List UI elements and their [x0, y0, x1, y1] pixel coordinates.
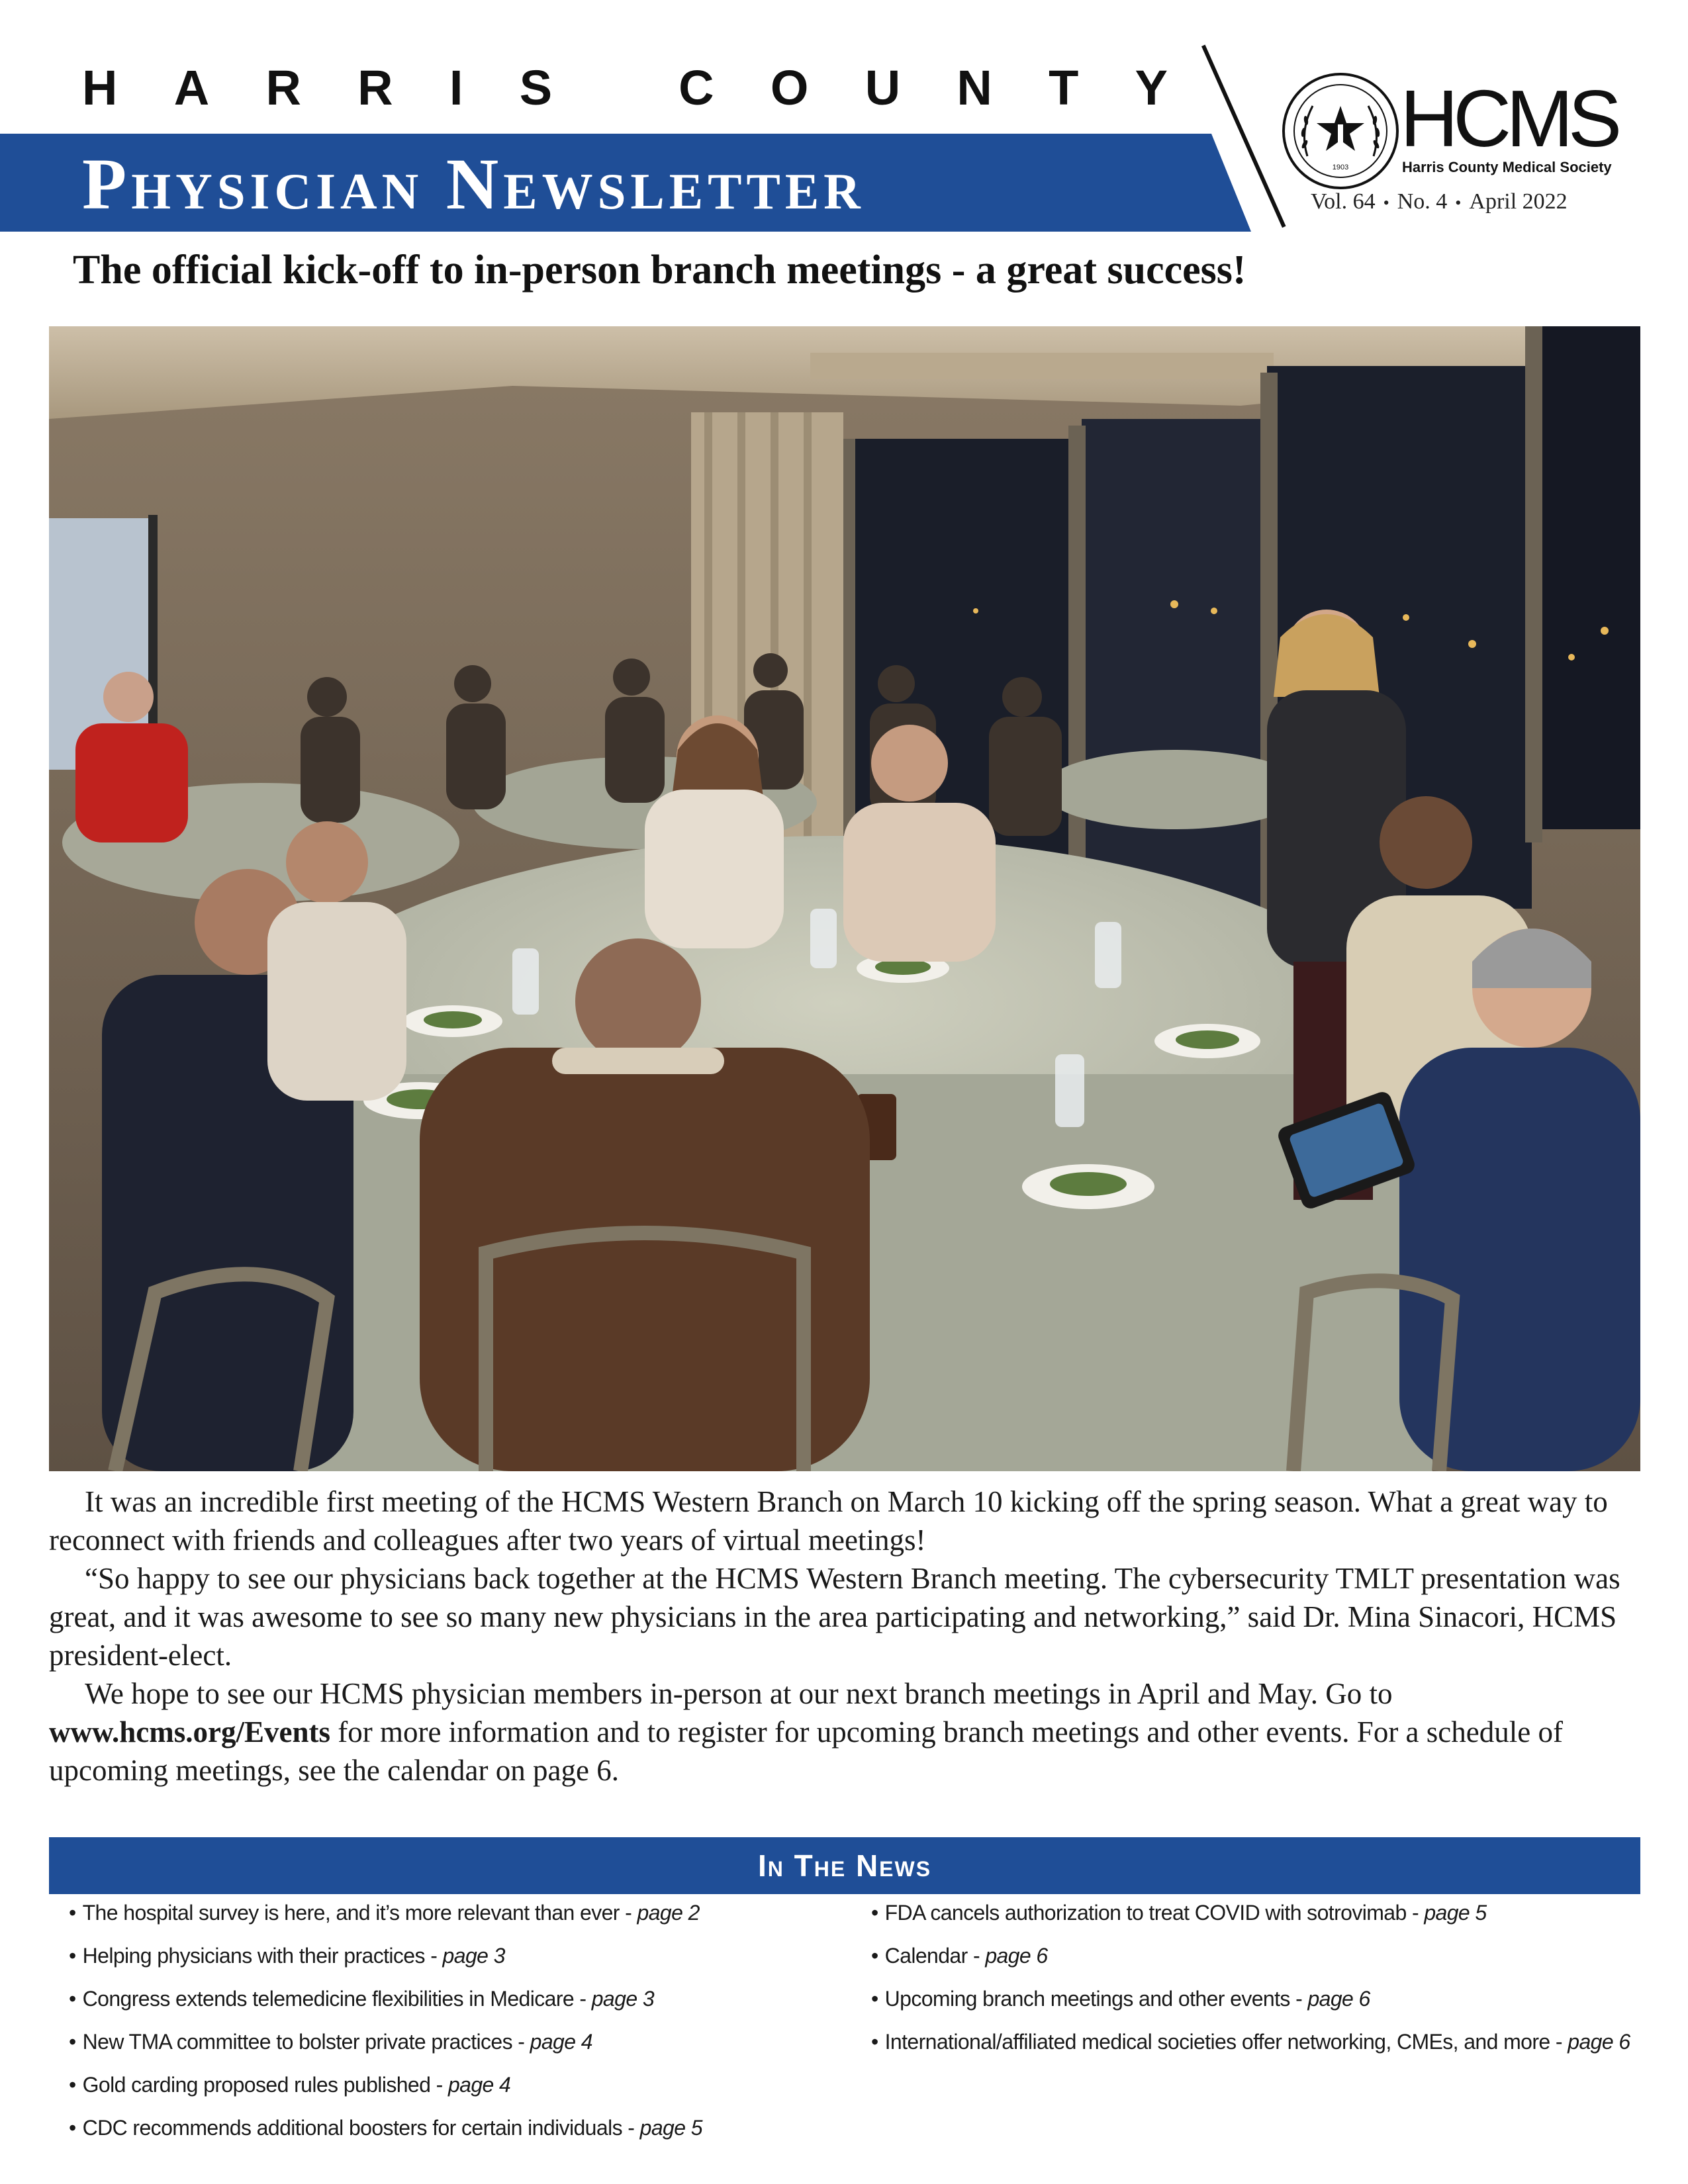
hcms-logo: HCMS [1400, 73, 1617, 163]
news-item-page: page 3 [591, 1987, 655, 2011]
article-paragraph: It was an incredible first meeting of the HCMS Western Branch on March 10 kicking off the spring season. What a great way to reconnect with friends and colleagues after two years of virtual meetings! [49, 1485, 1608, 1557]
news-item-text: CDC recommends additional boosters for certain individuals - [82, 2116, 640, 2140]
news-item-text: International/affiliated medical societies offer networking, CMEs, and more - [884, 2030, 1568, 2054]
news-item[interactable] [69, 1941, 702, 1984]
news-item-text: Upcoming branch meetings and other events - [884, 1987, 1308, 2011]
county-letter: R [265, 60, 301, 115]
news-item[interactable] [69, 2027, 702, 2070]
county-letter [608, 64, 622, 113]
county-letter: O [770, 60, 809, 115]
issue-separator: • [1383, 193, 1389, 212]
article-body [49, 1482, 1640, 1790]
article-headline: The official kick-off to in-person branch meetings - a great success! [73, 248, 1246, 293]
county-letter: R [357, 60, 393, 115]
county-letter: C [679, 60, 714, 115]
news-list-right [871, 1898, 1630, 2070]
news-item[interactable] [69, 1984, 702, 2027]
news-item-text: Congress extends telemedicine flexibilities in Medicare - [82, 1987, 592, 2011]
news-item[interactable] [871, 1984, 1630, 2027]
news-item-text: Calendar - [884, 1944, 986, 1968]
news-item-page: page 6 [985, 1944, 1048, 1968]
article-text: for more information and to register for upcoming branch meetings and other events. For a schedule of upcoming meetings, see the calendar on page 6. [49, 1715, 1563, 1787]
county-wordmark [82, 60, 1168, 115]
news-item-page: page 4 [447, 2073, 511, 2097]
article-paragraph: “So happy to see our physicians back together at the HCMS Western Branch meeting. The cybersecurity TMLT presentation was great, and it was awesome to see so many new physicians in the area participating and networking,” said Dr. Mina Sinacori, HCMS president-elect. [49, 1562, 1620, 1672]
article-paragraph [49, 1674, 1640, 1790]
county-letter: Y [1135, 60, 1168, 115]
newsletter-title: Physician Newsletter [82, 144, 865, 224]
issue-date: April 2022 [1469, 189, 1568, 214]
issue-separator: • [1455, 193, 1462, 212]
events-link[interactable]: www.hcms.org/Events [49, 1715, 330, 1749]
news-item[interactable] [871, 1941, 1630, 1984]
news-item[interactable] [871, 1898, 1630, 1941]
issue-info [1311, 189, 1568, 214]
news-item[interactable] [871, 2027, 1630, 2070]
branch-meeting-photo [49, 326, 1640, 1471]
county-letter: S [519, 60, 553, 115]
news-item-text: New TMA committee to bolster private practices - [82, 2030, 530, 2054]
news-item-text: Helping physicians with their practices - [82, 1944, 443, 1968]
svg-text:1903: 1903 [1332, 163, 1349, 171]
news-item-text: Gold carding proposed rules published - [82, 2073, 448, 2097]
issue-number: No. 4 [1397, 189, 1448, 214]
news-list-left [69, 1898, 702, 2156]
hcms-seal-icon [1281, 71, 1400, 191]
news-item-page: page 2 [637, 1901, 700, 1925]
news-item-page: page 4 [530, 2030, 592, 2054]
news-item-page: page 5 [639, 2116, 702, 2140]
news-item-page: page 6 [1307, 1987, 1370, 2011]
issue-volume: Vol. 64 [1311, 189, 1376, 214]
county-letter: A [173, 60, 210, 115]
news-item-page: page 3 [442, 1944, 505, 1968]
county-letter: I [449, 60, 463, 115]
county-letter: U [865, 60, 901, 115]
news-item-page: page 5 [1424, 1901, 1487, 1925]
news-item[interactable] [69, 2113, 702, 2156]
county-letter: T [1049, 60, 1079, 115]
county-letter: H [82, 60, 118, 115]
news-item[interactable] [69, 2070, 702, 2113]
news-item[interactable] [69, 1898, 702, 1941]
news-item-text: The hospital survey is here, and it’s more relevant than ever - [82, 1901, 637, 1925]
article-text: We hope to see our HCMS physician members in-person at our next branch meetings in April and May. Go to [85, 1677, 1393, 1710]
county-letter: N [957, 60, 992, 115]
news-item-page: page 6 [1568, 2030, 1630, 2054]
in-the-news-header: In The News [49, 1837, 1640, 1894]
society-name: Harris County Medical Society [1402, 159, 1612, 175]
news-item-text: FDA cancels authorization to treat COVID with sotrovimab - [884, 1901, 1425, 1925]
